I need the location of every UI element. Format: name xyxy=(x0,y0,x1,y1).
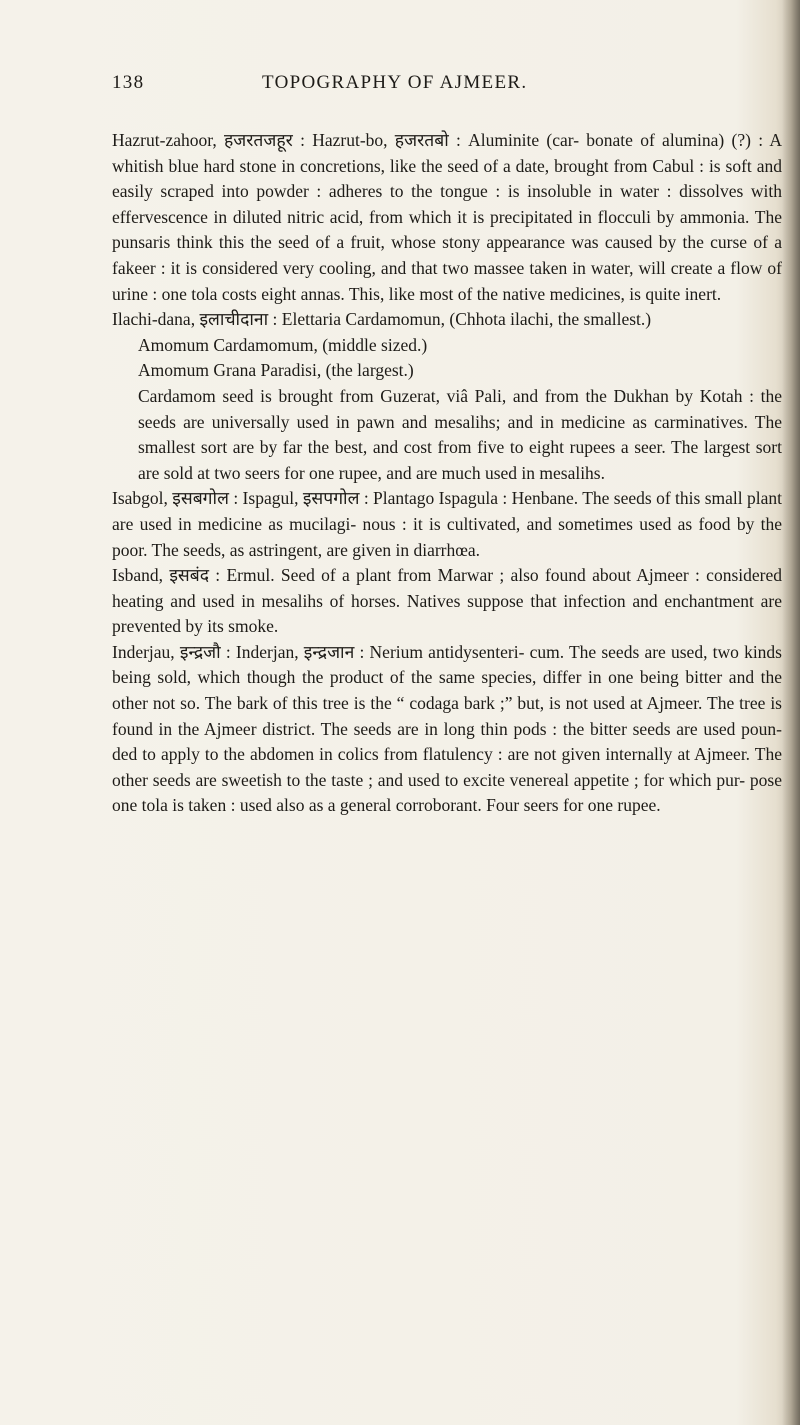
entry-isabgol xyxy=(112,486,782,563)
entry-isband xyxy=(112,563,782,640)
cardamom-variety-large: Amomum Grana Paradisi, (the largest.) xyxy=(138,360,414,381)
page-header xyxy=(112,72,732,102)
cardamom-description: Cardamom seed is brought from Guzerat, viâ Pali, and from the Dukhan by Kotah : the seeds are universally used in pawn and mesalihs; and in medicine as carminatives. The smallest sort are by far the best, and cost from five to eight rupees a seer. The largest sort are sold at two seers for one rupee, and are much used in mesalihs. xyxy=(138,385,782,483)
entry-hazrut-zahoor xyxy=(112,128,782,307)
cardamom-variety-middle: Amomum Cardamomum, (middle sized.) xyxy=(138,334,428,355)
entry-paragraph: Isband, इसबंद : Ermul. Seed of a plant from Marwar ; also found about Ajmeer : considered heating and used in mesalihs of horses. Natives suppose that infection and enchantment are prevented by its smoke. xyxy=(112,565,782,637)
page-edge-shadow xyxy=(782,0,800,1425)
entry-paragraph: Inderjau, इन्द्रजौ : Inderjan, इन्द्रजान : Nerium antidysenteri- cum. The seeds are used, two kinds being sold, which though the product of the same species, differ in one being bitter and the other not so. The bark of this tree is the “ codaga bark ;” but, is not used at Ajmeer. The tree is found in the Ajmeer district. The seeds are in long thin pods : the bitter seeds are used poun- ded to apply to the abdomen in colics from flatulency : are not given internally at Ajmeer. The other seeds are sweetish to the taste ; and used to excite venereal appetite ; for which pur- pose one tola is taken : used also as a general corroborant. Four seers for one rupee. xyxy=(112,641,782,816)
entry-inderjau xyxy=(112,640,782,819)
entry-paragraph: Isabgol, इसबगोल : Ispagul, इसपगोल : Plantago Ispagula : Henbane. The seeds of this small plant are used in medicine as mucilagi- nous : it is cultivated, and sometimes used as food by the poor. The seeds, as astringent, are given in diarrhœa. xyxy=(112,488,782,560)
page-text xyxy=(112,128,782,819)
page-number: 138 xyxy=(112,72,145,93)
entry-paragraph: Ilachi-dana, इलाचीदाना : Elettaria Cardamomun, (Chhota ilachi, the smallest.) xyxy=(112,309,652,330)
entry-ilachi-dana xyxy=(112,307,782,333)
running-head: TOPOGRAPHY OF AJMEER. xyxy=(262,72,528,93)
entry-paragraph: Hazrut-zahoor, हजरतजहूर : Hazrut-bo, हजरतबो : Aluminite (car- bonate of alumina) (?) : A whitish blue hard stone in concretions, like the seed of a date, brought from Cabul : is soft and easily scraped into powder : adheres to the tongue : is insoluble in water : dissolves with effervescence in diluted nitric acid, from which it is precipitated in flocculi by ammonia. The punsaris think this the seed of a fruit, whose stony appearance was caused by the curse of a fakeer : it is considered very cooling, and that two massee taken in water, will create a flow of urine : one tola costs eight annas. This, like most of the native medicines, is quite inert. xyxy=(112,130,782,304)
